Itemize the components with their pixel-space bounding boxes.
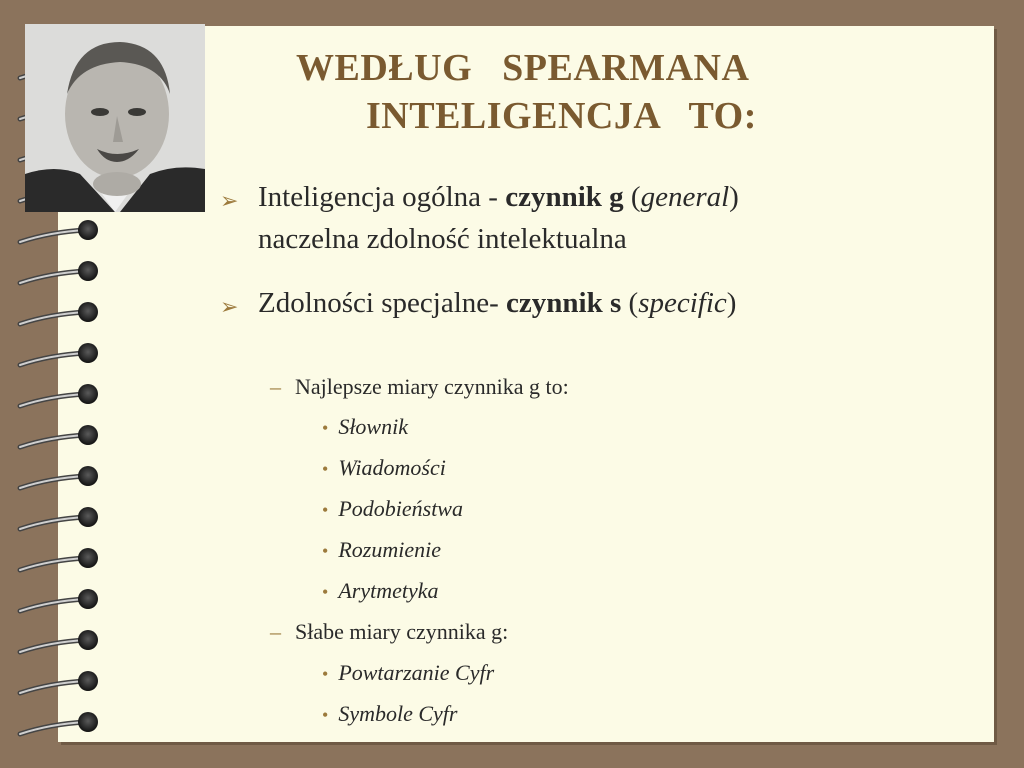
dot-bullet-icon: • [322,418,329,438]
dot-bullet-icon: • [322,705,329,725]
list-item-text: Podobieństwa [338,496,463,521]
bullet-paren-close: ) [726,287,737,319]
bullet-specific-factor [220,282,960,324]
list-item-text: Wiadomości [338,455,446,480]
spiral-ring [20,671,98,693]
list-item [322,576,438,607]
spiral-ring [20,589,98,611]
portrait-photo [25,24,205,212]
dot-bullet-icon: • [322,459,329,479]
dot-bullet-icon: • [322,582,329,602]
dot-bullet-icon: • [322,664,329,684]
weak-measures-label [270,617,508,647]
spiral-ring [20,343,98,365]
title-line-2: INTELIGENCJA TO: [366,95,757,137]
list-item [322,535,441,566]
list-item [322,453,446,484]
bullet-italic: general [640,181,730,213]
bullet-text [220,282,960,324]
dash-bullet-icon: – [270,619,281,644]
bullet-general-factor [220,176,960,260]
spiral-ring [20,630,98,652]
list-item-text: Symbole Cyfr [338,701,458,726]
bullet-bold: czynnik g [505,181,624,213]
spiral-ring [20,425,98,447]
spiral-ring [20,261,98,283]
bullet-paren-open: ( [621,287,639,319]
arrow-bullet-icon: ➢ [220,294,239,319]
spiral-ring [20,466,98,488]
bullet-italic: specific [638,287,727,319]
list-item [322,699,457,730]
list-item [322,494,463,525]
spiral-ring [20,712,98,734]
best-measures-label [270,372,569,402]
slide-title [240,44,920,140]
bullet-text [220,176,960,260]
spiral-ring [20,220,98,242]
bullet-prefix: Inteligencja ogólna - [258,181,506,213]
bullet-bold: czynnik s [506,287,622,319]
list-item [322,658,494,689]
spiral-ring [20,548,98,570]
bullet-paren-close: ) [729,181,739,213]
list-item [322,412,408,443]
weak-measures-text: Słabe miary czynnika g: [295,619,509,644]
dot-bullet-icon: • [322,500,329,520]
bullet-line2: naczelna zdolność intelektualna [258,223,627,255]
list-item-text: Słownik [338,414,408,439]
title-line-1: WEDŁUG SPEARMANA [296,47,750,89]
dot-bullet-icon: • [322,541,329,561]
dash-bullet-icon: – [270,374,281,399]
bullet-prefix: Zdolności specjalne- [258,287,507,319]
arrow-bullet-icon: ➢ [220,188,239,213]
spiral-ring [20,507,98,529]
spiral-ring [20,302,98,324]
list-item-text: Powtarzanie Cyfr [338,660,495,685]
best-measures-text: Najlepsze miary czynnika g to: [295,374,569,399]
list-item-text: Arytmetyka [338,578,439,603]
spiral-ring [20,384,98,406]
bullet-paren-open: ( [623,181,641,213]
list-item-text: Rozumienie [338,537,441,562]
